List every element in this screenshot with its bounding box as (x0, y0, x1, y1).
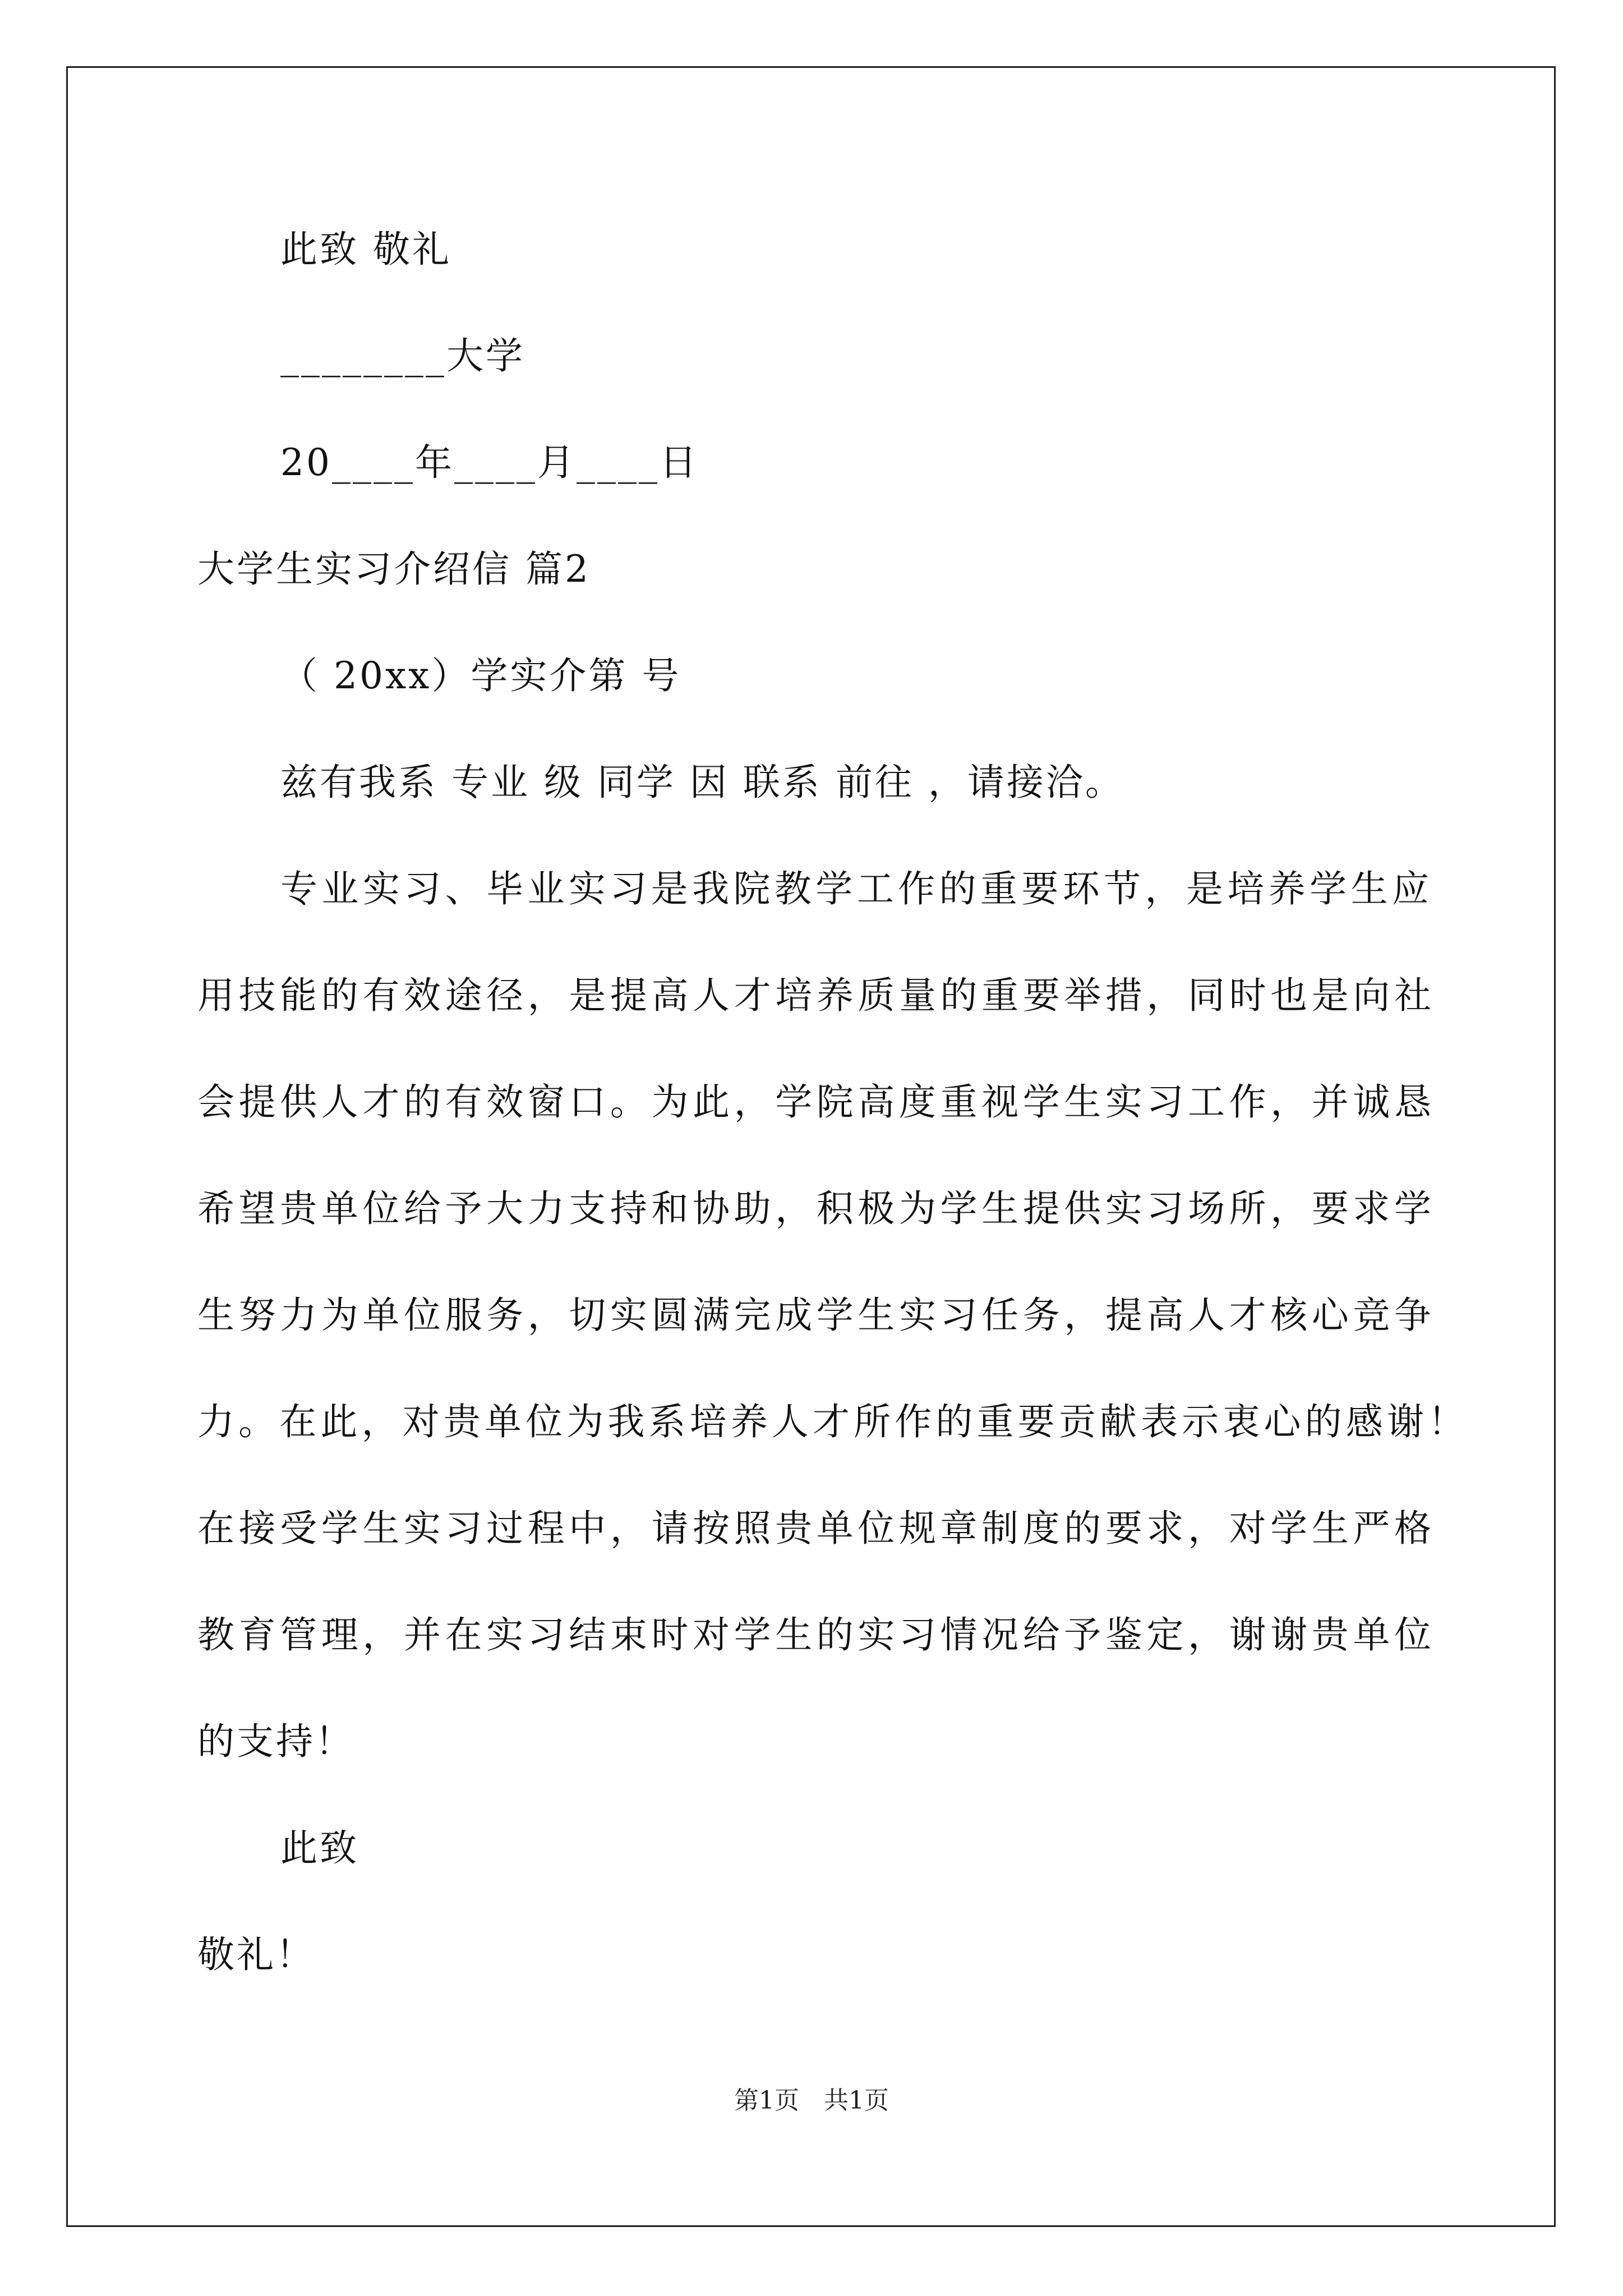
page-border (66, 66, 1556, 2227)
signature-date: 20____年____月____日 (280, 441, 699, 484)
reference-number: （ 20xx）学实介第 号 (280, 654, 681, 697)
body-line-2: 用技能的有效途径，是提高人才培养质量的重要举措，同时也是向社 (197, 974, 1431, 1017)
closing-respect: 敬礼！ (197, 1933, 315, 1976)
body-line-3: 会提供人才的有效窗口。为此，学院高度重视学生实习工作，并诚恳 (197, 1080, 1431, 1124)
body-line-1: 专业实习、毕业实习是我院教学工作的重要环节，是培养学生应 (280, 867, 1429, 910)
signature-university: ________大学 (280, 334, 525, 378)
body-line-4: 希望贵单位给予大力支持和协助，积极为学生提供实习场所，要求学 (197, 1187, 1431, 1230)
intro-line: 兹有我系 专业 级 同学 因 联系 前往 ，请接洽。 (280, 761, 1124, 804)
section-heading: 大学生实习介绍信 篇2 (197, 547, 591, 591)
closing-salutation: 此致 敬礼 (280, 228, 451, 271)
body-line-6: 力。在此，对贵单位为我系培养人才所作的重要贡献表示衷心的感谢！ (197, 1400, 1465, 1443)
body-line-7: 在接受学生实习过程中，请按照贵单位规章制度的要求，对学生严格 (197, 1507, 1431, 1550)
closing-word: 此致 (280, 1826, 359, 1870)
body-line-5: 生努力为单位服务，切实圆满完成学生实习任务，提高人才核心竞争 (197, 1294, 1431, 1337)
body-line-8: 教育管理，并在实习结束时对学生的实习情况给予鉴定，谢谢贵单位 (197, 1613, 1431, 1657)
body-line-9: 的支持！ (197, 1720, 354, 1763)
page-number-footer: 第1页 共1页 (734, 2086, 889, 2115)
